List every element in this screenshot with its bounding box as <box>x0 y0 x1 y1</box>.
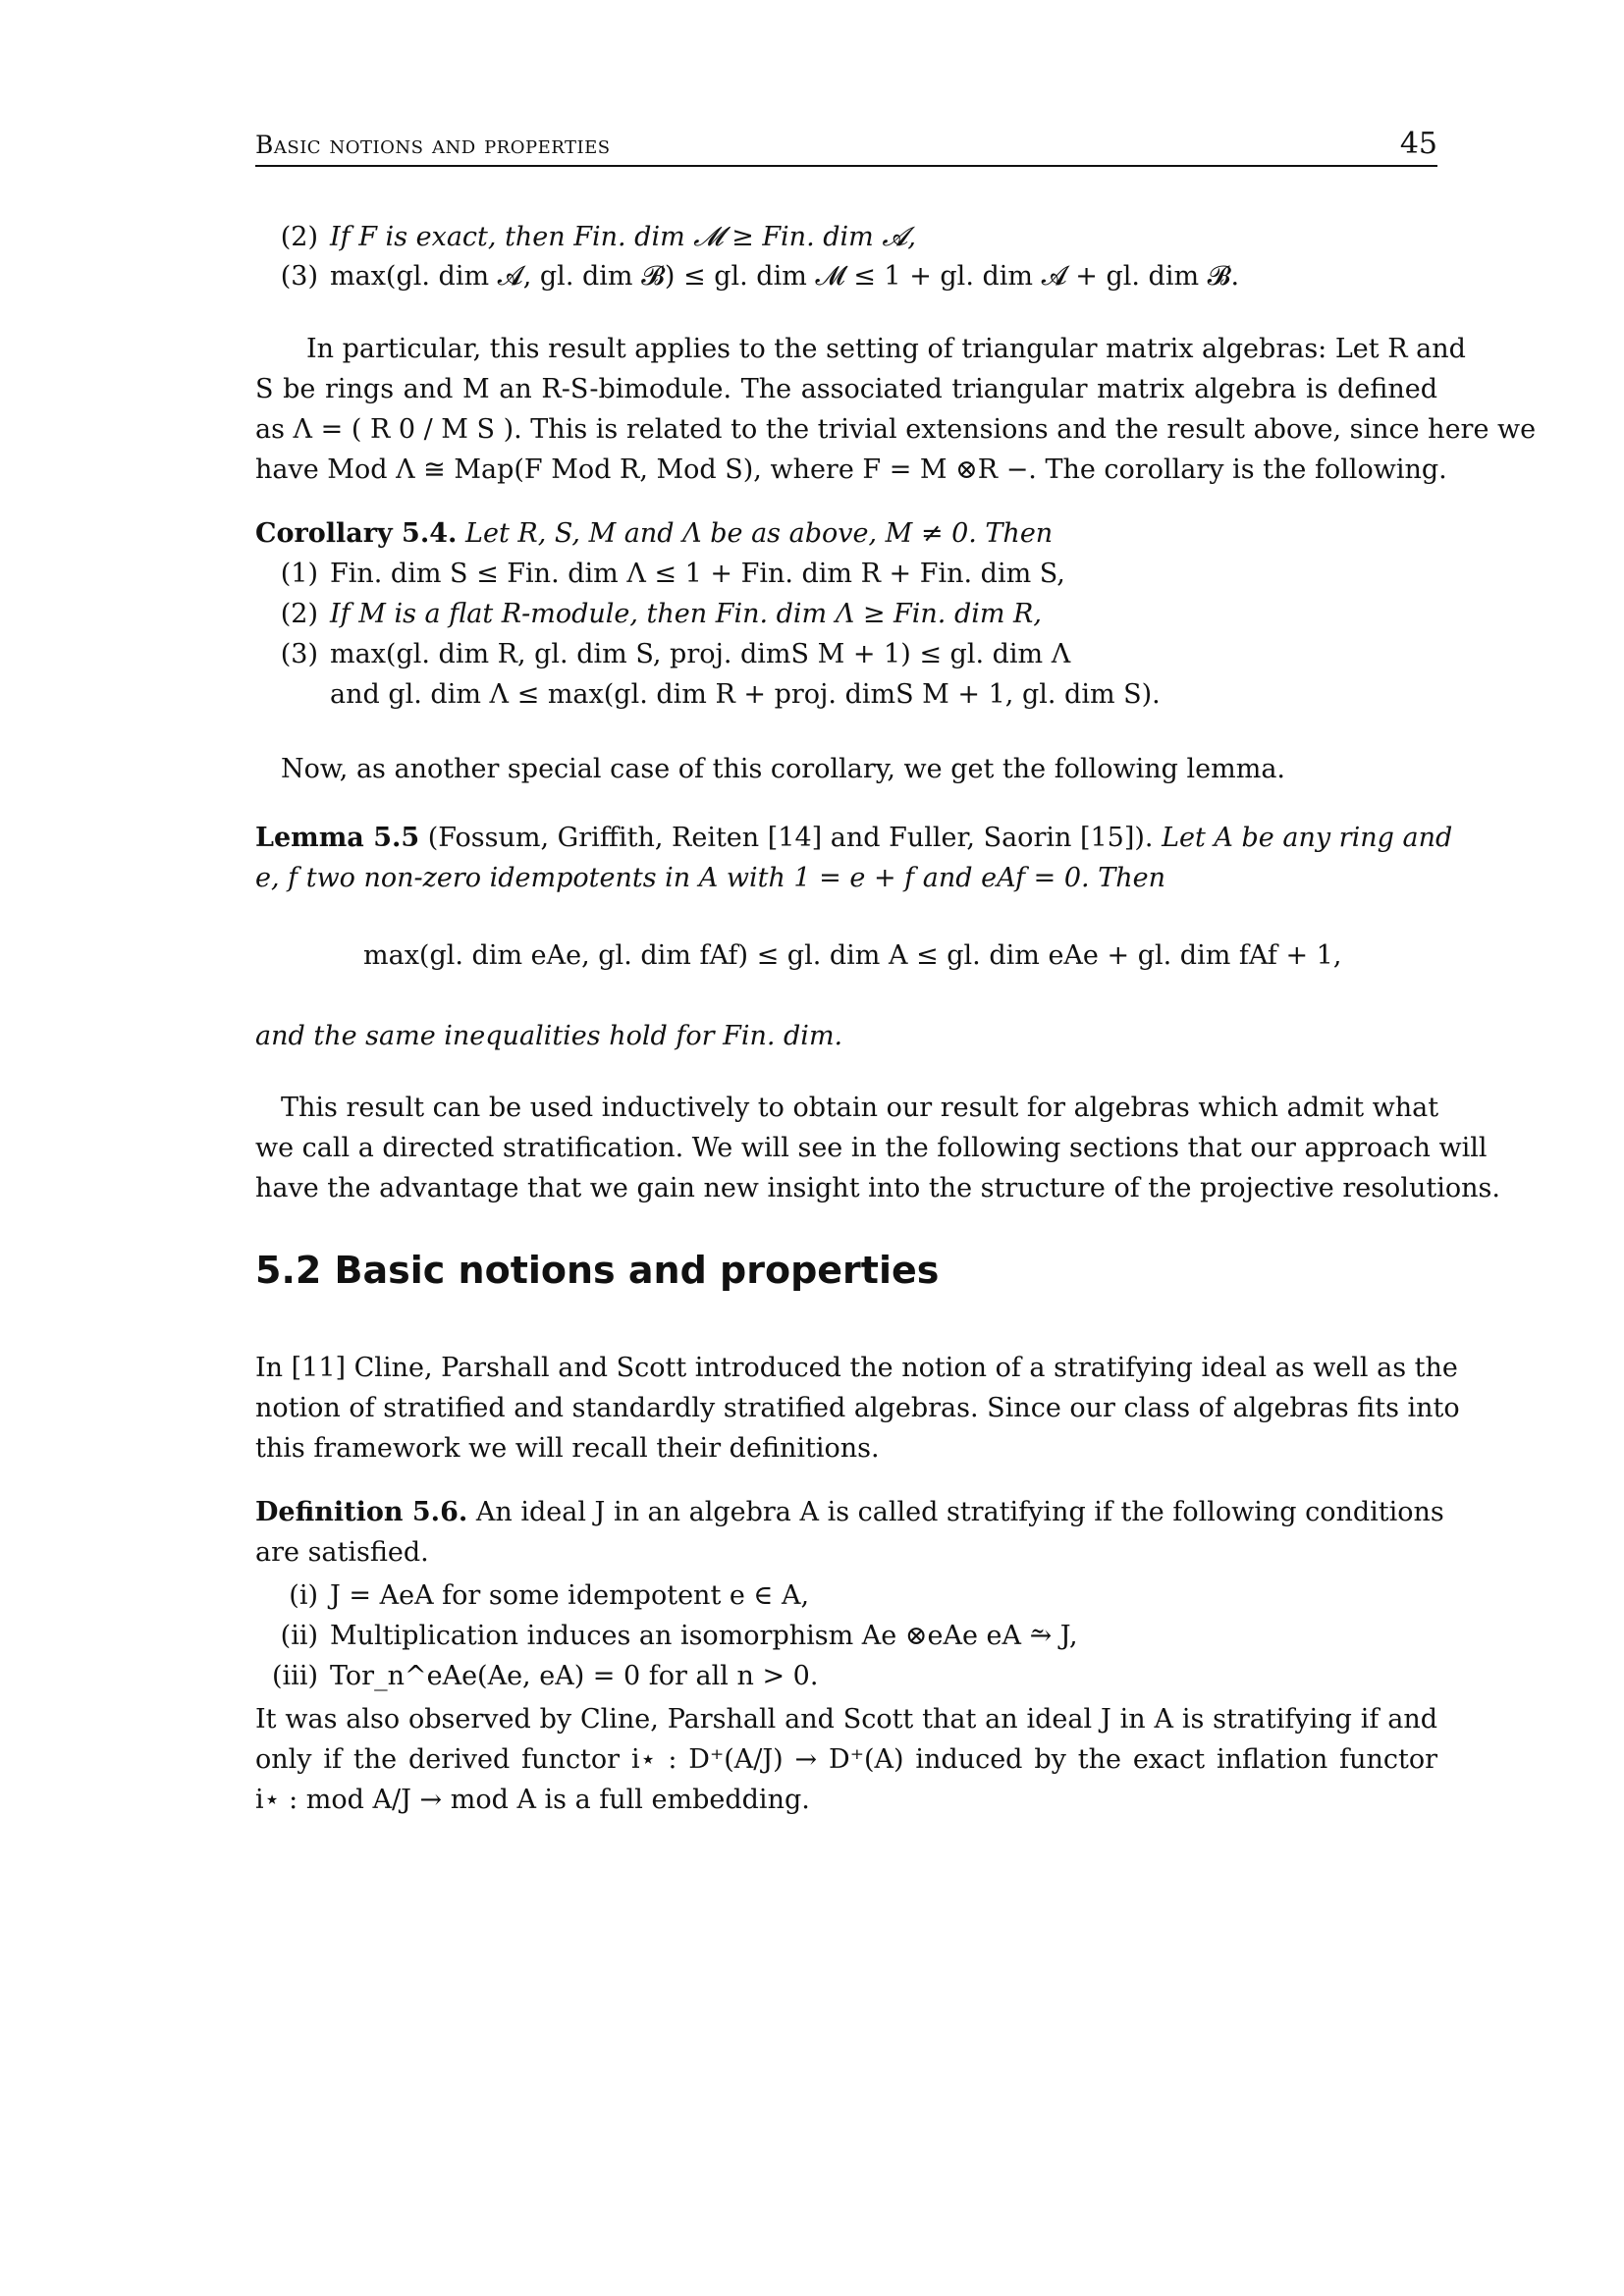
section-title: 5.2 Basic notions and properties <box>255 1249 940 1292</box>
item-text: max(gl. dim 𝓐, gl. dim 𝓑) ≤ gl. dim 𝓜 ≤ 1 + gl. dim 𝓐 + gl. dim 𝓑. <box>330 261 1240 292</box>
list-item <box>267 635 1070 674</box>
paragraph-line: only if the derived functor i⋆ : D⁺(A/J) → D⁺(A) induced by the exact inflation functor <box>255 1744 1437 1775</box>
list-item <box>267 1576 809 1616</box>
lemma-statement-line: e, f two non-zero idempotents in A with 1 = e + f and eAf = 0. Then <box>255 863 1165 893</box>
page-number: 45 <box>1399 127 1437 161</box>
corollary-statement: Let R, S, M and Λ be as above, M ≠ 0. Then <box>465 518 1054 549</box>
item-text: Fin. dim S ≤ Fin. dim Λ ≤ 1 + Fin. dim R + Fin. dim S, <box>330 559 1065 589</box>
paragraph-line: we call a directed stratification. We will see in the following sections that our approach will <box>255 1133 1488 1163</box>
definition-text-line: are satisfied. <box>255 1537 429 1568</box>
paragraph-line: i⋆ : mod A/J → mod A is a full embedding. <box>255 1785 810 1815</box>
lemma-closing: and the same inequalities hold for Fin. dim. <box>255 1021 843 1051</box>
list-item <box>267 555 1065 594</box>
corollary-heading <box>255 514 1053 554</box>
item-number: (iii) <box>272 1661 318 1691</box>
paragraph-line: In [11] Cline, Parshall and Scott introduced the notion of a stratifying ideal as well as the <box>255 1353 1458 1383</box>
definition-heading <box>255 1493 1444 1532</box>
list-item <box>267 595 1042 634</box>
item-number: (3) <box>280 261 318 292</box>
item-number: (i) <box>289 1580 318 1611</box>
list-item <box>267 257 1239 296</box>
paragraph-line: It was also observed by Cline, Parshall and Scott that an ideal J in A is stratifying if and <box>255 1704 1437 1735</box>
item-number: (3) <box>280 639 318 669</box>
item-text: max(gl. dim R, gl. dim S, proj. dimS M + 1) ≤ gl. dim Λ <box>330 639 1071 669</box>
paragraph-line: Now, as another special case of this corollary, we get the following lemma. <box>281 754 1285 784</box>
paragraph-line: S be rings and M an R-S-bimodule. The associated triangular matrix algebra is defined <box>255 374 1437 404</box>
item-number: (1) <box>280 559 318 589</box>
list-item <box>267 218 916 257</box>
corollary-continuation: and gl. dim Λ ≤ max(gl. dim R + proj. dimS M + 1, gl. dim S). <box>330 679 1161 710</box>
paragraph-line: have the advantage that we gain new insight into the structure of the projective resolutions. <box>255 1173 1500 1203</box>
lemma-heading <box>255 819 1453 858</box>
item-number: (2) <box>280 222 318 252</box>
corollary-label: Corollary 5.4. <box>255 518 458 549</box>
item-text: Multiplication induces an isomorphism Ae ⊗eAe eA ⥲ J, <box>330 1621 1078 1651</box>
paragraph-line: as Λ = ( R 0 / M S ). This is related to the trivial extensions and the result above, since here we <box>255 414 1537 445</box>
list-item <box>267 1657 818 1696</box>
running-header <box>255 126 1437 167</box>
paragraph-line: this framework we will recall their definitions. <box>255 1433 880 1464</box>
paragraph-line: have Mod Λ ≅ Map(F Mod R, Mod S), where F = M ⊗R −. The corollary is the following. <box>255 454 1447 485</box>
paragraph-line: This result can be used inductively to obtain our result for algebras which admit what <box>281 1093 1439 1123</box>
item-number: (2) <box>280 599 318 629</box>
running-title: Basic notions and properties <box>255 131 611 159</box>
item-text: If M is a flat R-module, then Fin. dim Λ ≥ Fin. dim R, <box>330 599 1042 629</box>
lemma-statement: Let A be any ring and <box>1162 823 1453 853</box>
item-number: (ii) <box>280 1621 318 1651</box>
list-item <box>267 1617 1078 1656</box>
definition-label: Definition 5.6. <box>255 1497 468 1527</box>
paragraph-line: notion of stratified and standardly stratified algebras. Since our class of algebras fits into <box>255 1393 1460 1423</box>
definition-text: An ideal J in an algebra A is called stratifying if the following conditions <box>475 1497 1444 1527</box>
paragraph-line: In particular, this result applies to the setting of triangular matrix algebras: Let R and <box>306 334 1466 364</box>
lemma-label: Lemma 5.5 <box>255 823 420 853</box>
lemma-equation: max(gl. dim eAe, gl. dim fAf) ≤ gl. dim A ≤ gl. dim eAe + gl. dim fAf + 1, <box>363 940 1342 971</box>
item-text: If F is exact, then Fin. dim 𝓜 ≥ Fin. dim 𝓐, <box>330 222 917 252</box>
lemma-attribution: (Fossum, Griffith, Reiten [14] and Fuller, Saorin [15]). <box>427 823 1154 853</box>
item-text: J = AeA for some idempotent e ∈ A, <box>330 1580 810 1611</box>
item-text: Tor_n^eAe(Ae, eA) = 0 for all n > 0. <box>330 1661 819 1691</box>
